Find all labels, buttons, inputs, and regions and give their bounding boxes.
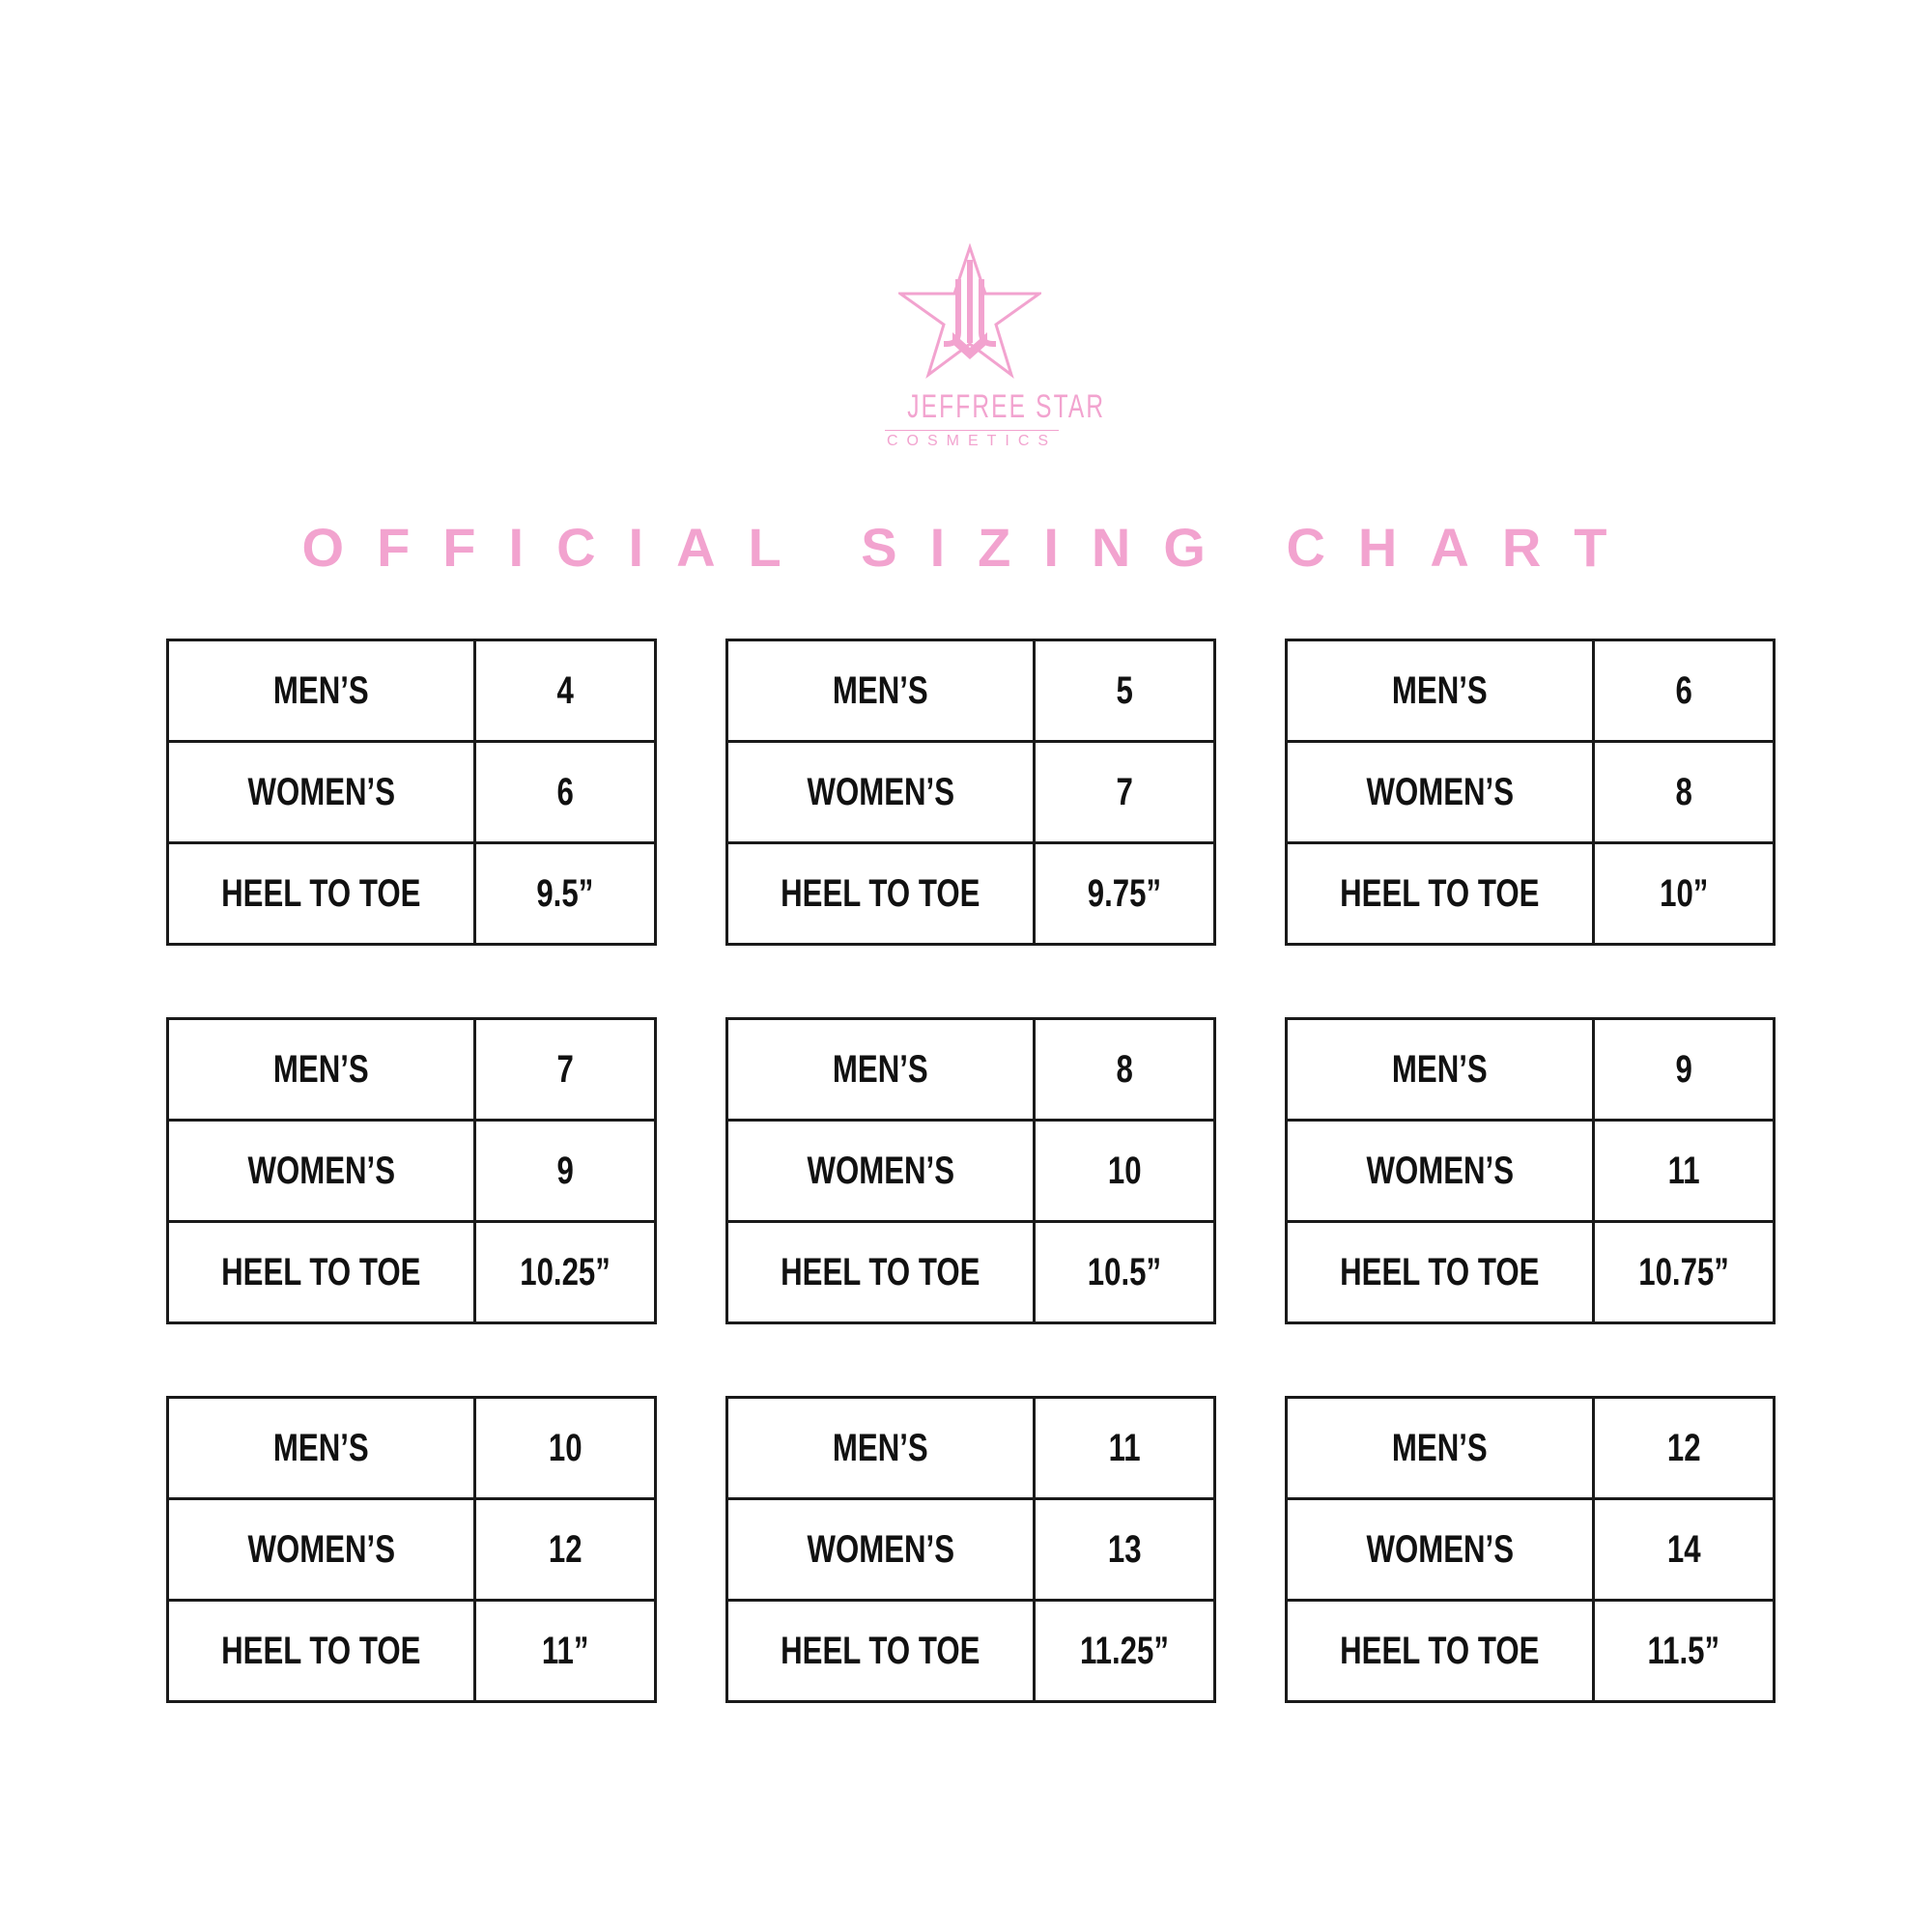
mens-row [1287, 1019, 1775, 1121]
heel-to-toe-label: HEEL TO TOE [168, 1601, 475, 1702]
heel-to-toe-value: 11.5” [1594, 1601, 1775, 1702]
heel-to-toe-row [168, 843, 656, 945]
mens-value: 7 [475, 1019, 656, 1121]
womens-row [727, 1121, 1215, 1222]
heel-to-toe-value: 9.5” [475, 843, 656, 945]
womens-row [168, 742, 656, 843]
mens-label: MEN’S [168, 1019, 475, 1121]
mens-row [727, 640, 1215, 742]
mens-row [168, 1019, 656, 1121]
mens-value: 6 [1594, 640, 1775, 742]
womens-row [1287, 742, 1775, 843]
brand-subtitle: COSMETICS [885, 430, 1059, 450]
womens-value: 11 [1594, 1121, 1775, 1222]
mens-row [1287, 1398, 1775, 1499]
sizing-grid [166, 639, 1776, 1703]
heel-to-toe-label: HEEL TO TOE [727, 843, 1035, 945]
size-table [166, 1017, 657, 1324]
womens-value: 13 [1035, 1499, 1215, 1601]
heel-to-toe-label: HEEL TO TOE [1287, 843, 1594, 945]
star-icon [898, 243, 1041, 381]
womens-value: 6 [475, 742, 656, 843]
size-table [725, 1396, 1216, 1703]
womens-value: 12 [475, 1499, 656, 1601]
mens-label: MEN’S [1287, 1019, 1594, 1121]
mens-row [168, 1398, 656, 1499]
womens-row [168, 1499, 656, 1601]
womens-value: 9 [475, 1121, 656, 1222]
size-table [166, 639, 657, 946]
heel-to-toe-row [1287, 1601, 1775, 1702]
mens-value: 9 [1594, 1019, 1775, 1121]
mens-row [727, 1398, 1215, 1499]
heel-to-toe-value: 11.25” [1035, 1601, 1215, 1702]
womens-label: WOMEN’S [1287, 1121, 1594, 1222]
mens-value: 11 [1035, 1398, 1215, 1499]
heel-to-toe-label: HEEL TO TOE [727, 1222, 1035, 1323]
mens-label: MEN’S [168, 1398, 475, 1499]
womens-label: WOMEN’S [727, 742, 1035, 843]
heel-to-toe-label: HEEL TO TOE [1287, 1601, 1594, 1702]
mens-label: MEN’S [168, 640, 475, 742]
heel-to-toe-label: HEEL TO TOE [168, 1222, 475, 1323]
heel-to-toe-label: HEEL TO TOE [1287, 1222, 1594, 1323]
womens-label: WOMEN’S [727, 1121, 1035, 1222]
brand-logo [883, 243, 1106, 456]
womens-label: WOMEN’S [727, 1499, 1035, 1601]
womens-row [727, 1499, 1215, 1601]
heel-to-toe-value: 11” [475, 1601, 656, 1702]
size-table [166, 1396, 657, 1703]
mens-label: MEN’S [1287, 640, 1594, 742]
size-table [725, 1017, 1216, 1324]
heel-to-toe-value: 10.75” [1594, 1222, 1775, 1323]
womens-value: 10 [1035, 1121, 1215, 1222]
page-title: OFFICIAL SIZING CHART [301, 517, 1640, 578]
mens-row [727, 1019, 1215, 1121]
heel-to-toe-value: 9.75” [1035, 843, 1215, 945]
mens-label: MEN’S [727, 1398, 1035, 1499]
heel-to-toe-value: 10” [1594, 843, 1775, 945]
womens-row [1287, 1121, 1775, 1222]
womens-value: 7 [1035, 742, 1215, 843]
mens-value: 10 [475, 1398, 656, 1499]
mens-row [1287, 640, 1775, 742]
heel-to-toe-row [168, 1222, 656, 1323]
brand-name: JEFFREE STAR [907, 388, 1106, 425]
size-table [725, 639, 1216, 946]
heel-to-toe-label: HEEL TO TOE [168, 843, 475, 945]
womens-row [1287, 1499, 1775, 1601]
heel-to-toe-row [168, 1601, 656, 1702]
womens-label: WOMEN’S [1287, 742, 1594, 843]
heel-to-toe-row [1287, 843, 1775, 945]
womens-label: WOMEN’S [1287, 1499, 1594, 1601]
mens-value: 4 [475, 640, 656, 742]
heel-to-toe-row [727, 1222, 1215, 1323]
mens-label: MEN’S [727, 1019, 1035, 1121]
womens-row [168, 1121, 656, 1222]
mens-value: 5 [1035, 640, 1215, 742]
size-table [1285, 639, 1776, 946]
heel-to-toe-row [727, 843, 1215, 945]
heel-to-toe-value: 10.5” [1035, 1222, 1215, 1323]
size-table [1285, 1396, 1776, 1703]
mens-value: 8 [1035, 1019, 1215, 1121]
heel-to-toe-value: 10.25” [475, 1222, 656, 1323]
mens-label: MEN’S [1287, 1398, 1594, 1499]
size-table [1285, 1017, 1776, 1324]
womens-value: 14 [1594, 1499, 1775, 1601]
womens-label: WOMEN’S [168, 1499, 475, 1601]
mens-value: 12 [1594, 1398, 1775, 1499]
heel-to-toe-row [727, 1601, 1215, 1702]
heel-to-toe-row [1287, 1222, 1775, 1323]
womens-label: WOMEN’S [168, 742, 475, 843]
mens-row [168, 640, 656, 742]
mens-label: MEN’S [727, 640, 1035, 742]
womens-row [727, 742, 1215, 843]
womens-label: WOMEN’S [168, 1121, 475, 1222]
womens-value: 8 [1594, 742, 1775, 843]
heel-to-toe-label: HEEL TO TOE [727, 1601, 1035, 1702]
